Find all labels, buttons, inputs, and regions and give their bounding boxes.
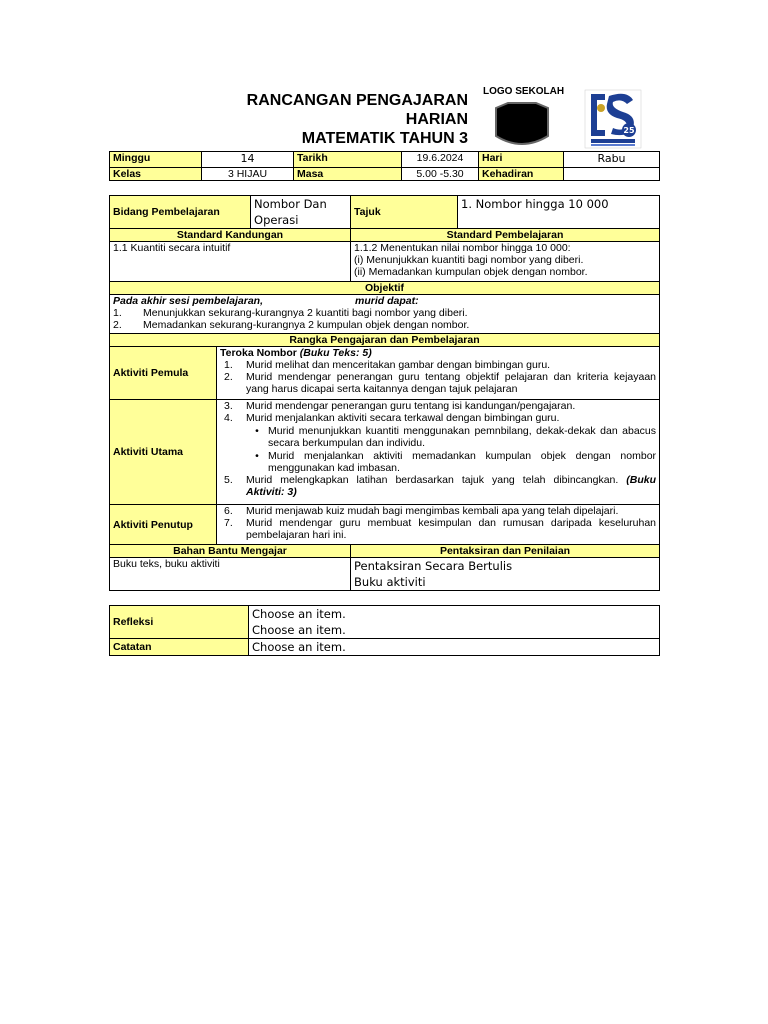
refleksi-label: Refleksi — [110, 606, 249, 639]
list-item: 5. Murid melengkapkan latihan berdasarkan tajuk yang telah dibincangkan. (Buku Aktiviti: 3) — [224, 474, 657, 498]
aktiviti-utama-label: Aktiviti Utama — [110, 400, 217, 505]
list-item: 1. Murid melihat dan menceritakan gambar dengan bimbingan guru. — [224, 359, 551, 371]
list-item: 7. Murid mendengar guru membuat kesimpulan dan rumusan daripada keseluruhan pembelajaran hari ini. — [224, 517, 657, 541]
aktiviti-pemula-content: Teroka Nombor (Buku Teks: 5) 1. Murid melihat dan menceritakan gambar dengan bimbingan guru. 2. Murid mendengar penerangan guru tentang objektif pelajaran dan kriteria kejayaan yang harus dicapai serta kaitannya dengan tajuk pelajaran — [217, 347, 660, 400]
refleksi-choice-1[interactable]: Choose an item. — [252, 607, 346, 621]
refleksi-table — [109, 605, 660, 656]
list-item: 1. Menunjukkan sekurang-kurangnya 2 kuantiti bagi nombor yang diberi. — [113, 307, 468, 319]
aktiviti-penutup-content — [217, 505, 660, 545]
kehadiran-value[interactable] — [564, 168, 660, 181]
minggu-value[interactable]: 14 — [202, 152, 294, 168]
tarikh-label: Tarikh — [294, 152, 402, 168]
masa-label: Masa — [294, 168, 402, 181]
list-item: 6. Murid menjawab kuiz mudah bagi mengimbas kembali apa yang telah dipelajari. — [224, 505, 619, 517]
minggu-label: Minggu — [110, 152, 202, 168]
list-item: • Murid menunjukkan kuantiti menggunakan pemnbilang, dekak-dekak dan abacus secara berkumpulan dan individu. — [220, 425, 656, 449]
list-item: 2. Memadankan sekurang-kurangnya 2 kumpulan objek dengan nombor. — [113, 319, 470, 331]
hari-value[interactable]: Rabu — [564, 152, 660, 168]
info-table — [109, 151, 660, 181]
bidang-label: Bidang Pembelajaran — [110, 196, 251, 229]
refleksi-dropdown[interactable] — [249, 606, 660, 639]
kehadiran-label: Kehadiran — [479, 168, 564, 181]
list-item: 4. Murid menjalankan aktiviti secara terkawal dengan bimbingan guru. — [224, 412, 560, 424]
list-item: • Murid menjalankan aktiviti memadankan kumpulan objek dengan nombor menggunakan kad imbasan. — [220, 450, 656, 474]
objektif-content: Pada akhir sesi pembelajaran, murid dapat: 1. Menunjukkan sekurang-kurangnya 2 kuantiti bagi nombor yang diberi. 2. Memadankan sekurang-kurangnya 2 kumpulan objek dengan nombor. — [110, 295, 660, 334]
brand-logo-icon — [583, 86, 645, 152]
catatan-label: Catatan — [110, 639, 249, 656]
aktiviti-pemula-label: Aktiviti Pemula — [110, 347, 217, 400]
objektif-header: Objektif — [110, 282, 660, 295]
tajuk-value[interactable]: 1. Nombor hingga 10 000 — [458, 196, 660, 229]
standard-pembelajaran-header: Standard Pembelajaran — [351, 229, 660, 242]
hari-label: Hari — [479, 152, 564, 168]
masa-value[interactable]: 5.00 -5.30 — [402, 168, 479, 181]
brand-badge-number: 25 — [623, 126, 635, 135]
rangka-header: Rangka Pengajaran dan Pembelajaran — [110, 334, 660, 347]
penilaian-header: Pentaksiran dan Penilaian — [351, 545, 660, 558]
school-logo-shield-icon — [492, 102, 552, 148]
logo-label: LOGO SEKOLAH — [483, 86, 565, 97]
bullet-icon: • — [255, 425, 259, 437]
page-title: RANCANGAN PENGAJARAN HARIAN MATEMATIK TAHUN 3 — [246, 92, 468, 147]
refleksi-choice-2[interactable]: Choose an item. — [252, 623, 346, 637]
bbm-header: Bahan Bantu Mengajar — [110, 545, 351, 558]
aktiviti-utama-content — [217, 400, 660, 505]
list-item: 2. Murid mendengar penerangan guru tentang objektif pelajaran dan kriteria kejayaan yang harus dicapai serta kaitannya dengan tajuk pelajaran — [224, 371, 657, 395]
tajuk-label: Tajuk — [351, 196, 458, 229]
standard-kandungan-value: 1.1 Kuantiti secara intuitif — [110, 242, 351, 282]
bullet-icon: • — [255, 450, 259, 462]
lesson-plan-table — [109, 195, 660, 591]
tarikh-value[interactable]: 19.6.2024 — [402, 152, 479, 168]
bbm-value[interactable]: Buku teks, buku aktiviti — [110, 558, 351, 591]
kelas-value[interactable]: 3 HIJAU — [202, 168, 294, 181]
standard-kandungan-header: Standard Kandungan — [110, 229, 351, 242]
standard-pembelajaran-value: 1.1.2 Menentukan nilai nombor hingga 10 000: (i) Menunjukkan kuantiti bagi nombor yang diberi. (ii) Memadankan kumpulan objek dengan nombor. — [351, 242, 660, 282]
list-item: 3. Murid mendengar penerangan guru tentang isi kandungan/pengajaran. — [224, 400, 576, 412]
penilaian-value[interactable]: Pentaksiran Secara Bertulis Buku aktiviti — [351, 558, 660, 591]
catatan-dropdown[interactable]: Choose an item. — [249, 639, 660, 656]
kelas-label: Kelas — [110, 168, 202, 181]
aktiviti-penutup-label: Aktiviti Penutup — [110, 505, 217, 545]
bidang-value[interactable]: Nombor Dan Operasi — [251, 196, 351, 229]
